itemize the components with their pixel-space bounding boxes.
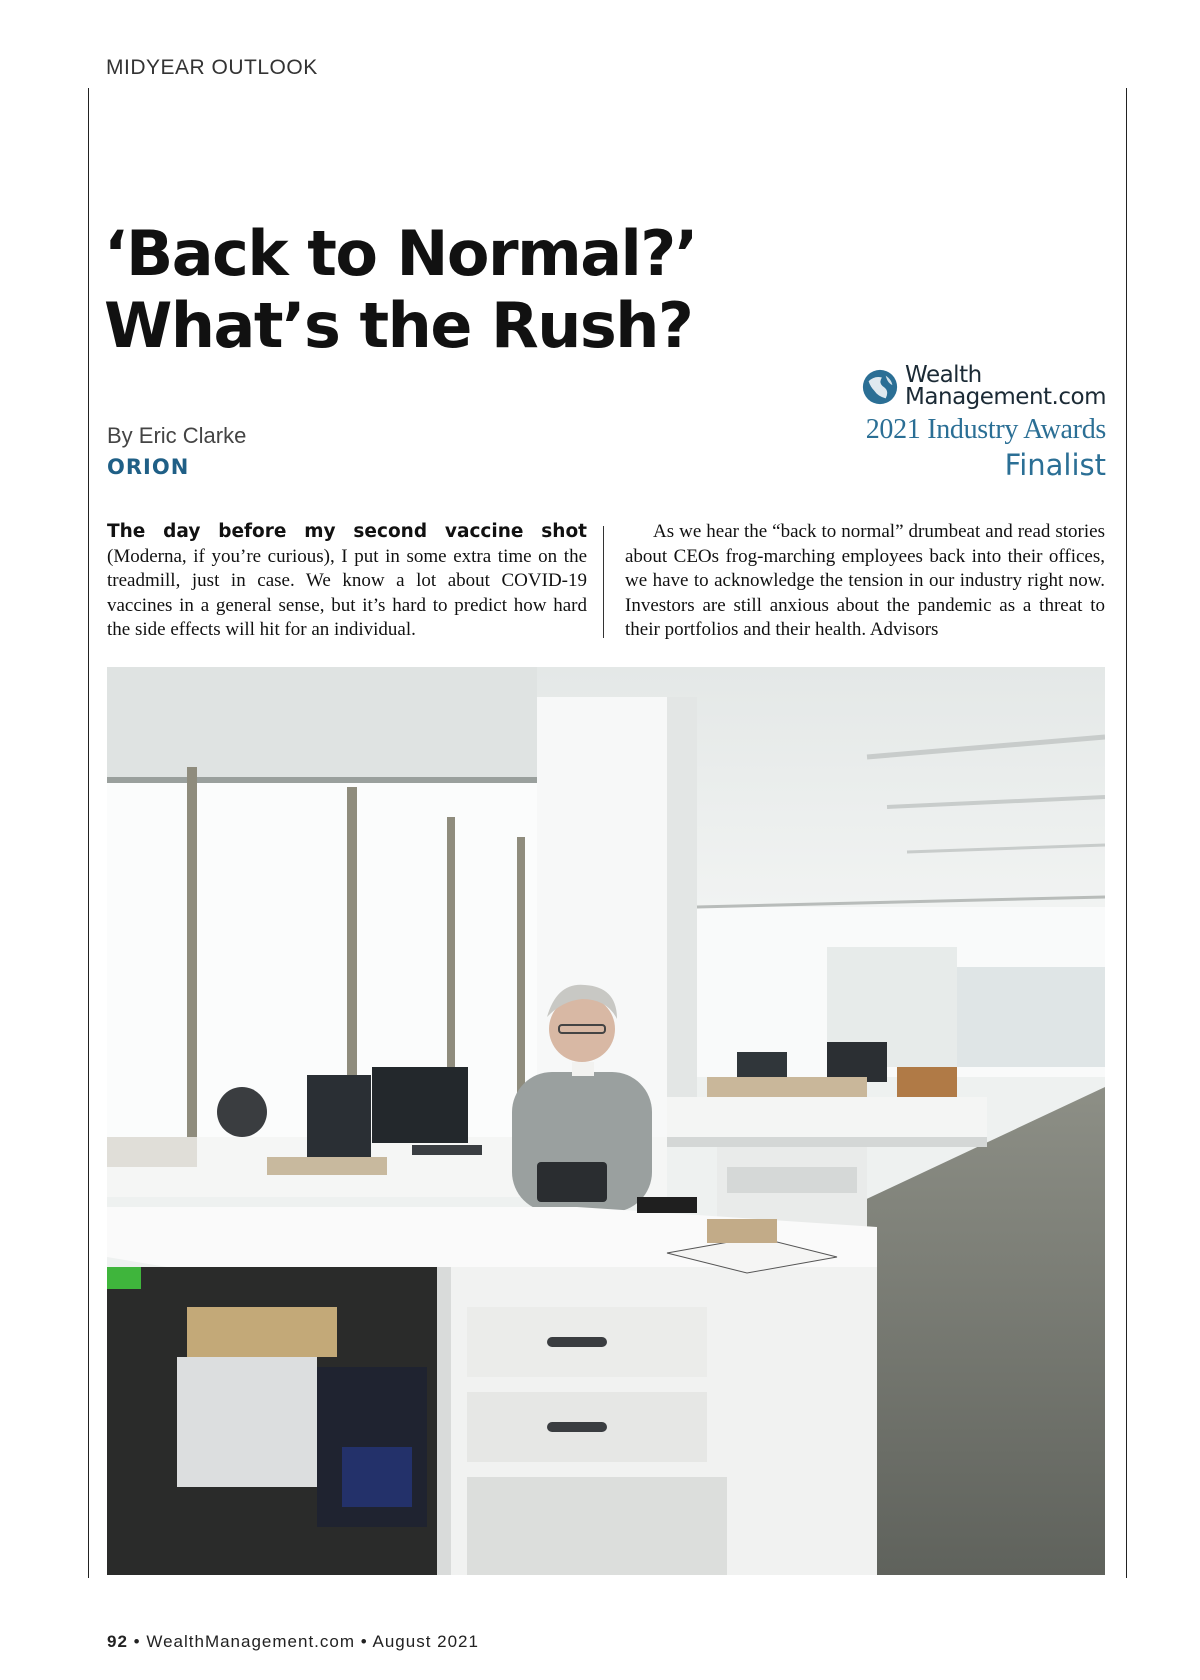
byline: By Eric Clarke xyxy=(107,423,247,448)
award-title: 2021 Industry Awards xyxy=(865,414,1106,445)
column-divider xyxy=(603,526,604,638)
headline-line-1: ‘Back to Normal?’ xyxy=(104,217,697,290)
footer-issue: August 2021 xyxy=(372,1632,479,1651)
award-badge xyxy=(806,364,1106,482)
footer-separator-1: • xyxy=(133,1632,141,1651)
award-brand xyxy=(905,364,1106,408)
right-rule xyxy=(1126,88,1127,1578)
section-label: MIDYEAR OUTLOOK xyxy=(106,56,318,79)
lead-in: The day before my second vaccine shot xyxy=(107,521,587,542)
award-brand-line-2: Management.com xyxy=(905,384,1106,410)
footer-site: WealthManagement.com xyxy=(146,1632,356,1651)
globe-icon xyxy=(861,368,899,406)
page-footer xyxy=(107,1632,479,1652)
left-column-text: (Moderna, if you’re curious), I put in some extra time on the treadmill, just in case. We know a lot about COVID-19 vaccines in a general sense, but it’s hard to predict how hard the side effects will hit for an individual. xyxy=(107,545,587,641)
award-brand-line-1: Wealth xyxy=(905,362,982,388)
award-status: Finalist xyxy=(1004,448,1106,482)
award-logo xyxy=(806,364,1106,408)
body-column-right: As we hear the “back to normal” drumbeat and read stories about CEOs frog-marching employees back into their offices, we have to acknowledge the tension in our industry right now. Investors are still anxious about the pandemic as a threat to their portfolios and their health. Advisors xyxy=(625,521,1105,641)
article-headline xyxy=(104,218,904,362)
author-company: ORION xyxy=(107,455,190,479)
left-rule xyxy=(88,88,89,1578)
headline-line-2: What’s the Rush? xyxy=(104,289,693,362)
office-illustration xyxy=(107,667,1105,1575)
office-photo xyxy=(107,667,1105,1575)
footer-separator-2: • xyxy=(360,1632,368,1651)
body-column-left xyxy=(107,520,587,643)
page-number: 92 xyxy=(107,1632,128,1651)
